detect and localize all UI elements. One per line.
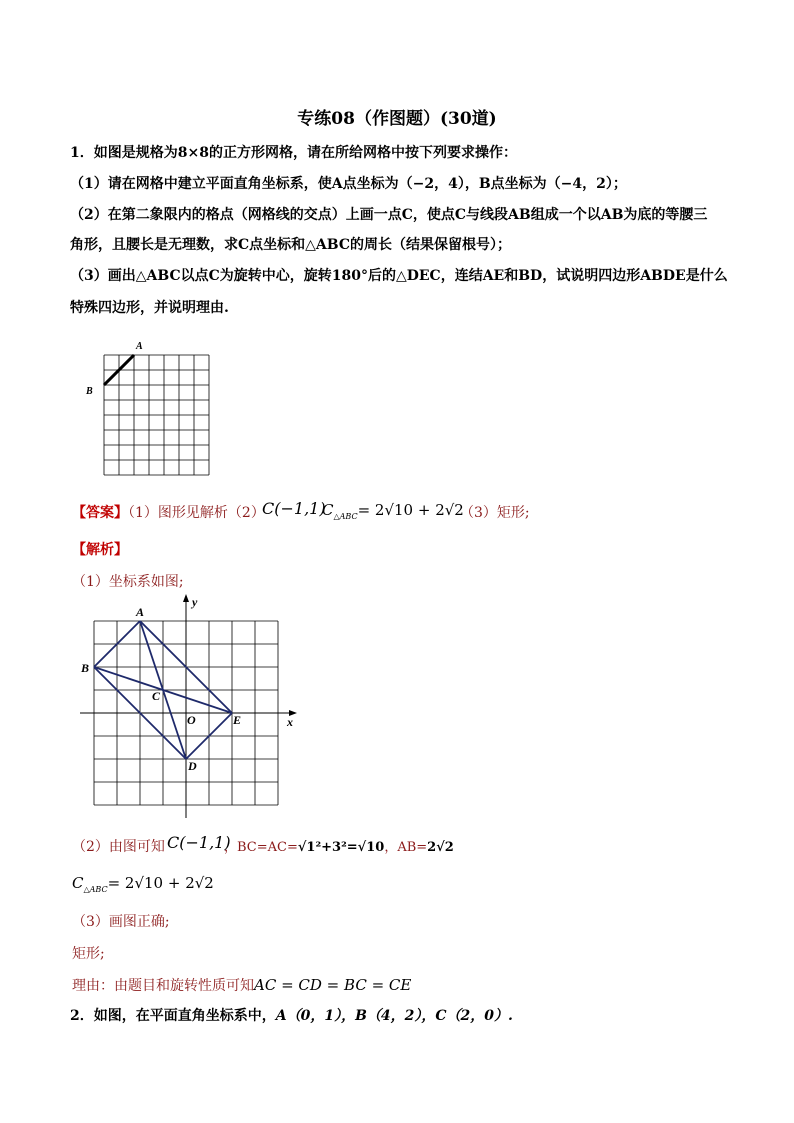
point-d-label: D bbox=[188, 759, 197, 773]
analysis-line3 bbox=[72, 874, 214, 894]
analysis-line6 bbox=[72, 975, 411, 995]
q1-part2a: （2）在第二象限内的格点（网格线的交点）上画一点C，使点C与线段AB组成一个以AB为底的等腰三 bbox=[70, 207, 708, 223]
analysis-line2-point: C(−1,1) bbox=[167, 833, 231, 852]
origin-label: O bbox=[187, 713, 196, 727]
answer-perimeter-sub: △ABC bbox=[333, 512, 358, 521]
answer-perimeter bbox=[322, 501, 464, 521]
analysis-line4: （3）画图正确; bbox=[72, 914, 170, 930]
answer-perimeter-label: C bbox=[322, 501, 334, 519]
q2-stem-pre: 2．如图，在平面直角坐标系中， bbox=[70, 1008, 276, 1024]
q1-part3b: 特殊四边形，并说明理由. bbox=[70, 300, 229, 316]
analysis-coordinate-figure bbox=[75, 590, 305, 818]
answer-line bbox=[72, 502, 265, 522]
q1-part2b: 角形，且腰长是无理数，求C点坐标和△ABC的周长（结果保留根号）； bbox=[70, 237, 512, 253]
analysis-line2-pre: （2）由图可知 bbox=[72, 839, 165, 855]
analysis-line2-ab: ，AB= bbox=[384, 840, 428, 855]
analysis-line3-label: C bbox=[72, 874, 84, 892]
analysis-line2-mid: ，BC=AC= bbox=[224, 840, 298, 855]
q2-stem bbox=[70, 1006, 513, 1026]
analysis-line6-math: AC = CD = BC = CE bbox=[254, 976, 412, 994]
answer-perimeter-value: = 2√10 + 2√2 bbox=[357, 501, 464, 519]
analysis-line2-rest bbox=[224, 836, 454, 855]
point-e-label: E bbox=[233, 713, 242, 727]
label-b: B bbox=[86, 386, 93, 397]
point-c-label: C bbox=[152, 689, 161, 703]
answer-part1: （1）图形见解析（2） bbox=[128, 505, 265, 521]
q2-stem-math: A（0，1），B（4，2），C（2，0）. bbox=[275, 1008, 513, 1024]
answer-part3: （3）矩形; bbox=[460, 505, 530, 521]
label-a: A bbox=[136, 341, 143, 352]
analysis-line2 bbox=[72, 836, 165, 856]
point-b-label: B bbox=[81, 661, 90, 675]
q1-part1: （1）请在网格中建立平面直角坐标系，使A点坐标为（−2，4），B点坐标为（−4，2）； bbox=[70, 176, 627, 192]
answer-c-point: C(−1,1) bbox=[262, 499, 326, 518]
point-a-label: A bbox=[136, 605, 145, 619]
analysis-line3-value: = 2√10 + 2√2 bbox=[107, 874, 214, 892]
q1-part3a: （3）画出△ABC以点C为旋转中心，旋转180°后的△DEC，连结AE和BD，试说明四边形ABDE是什么 bbox=[70, 268, 728, 284]
x-axis-label: x bbox=[287, 715, 293, 729]
analysis-line3-sub: △ABC bbox=[83, 885, 108, 894]
answer-tag: 【答案】 bbox=[72, 505, 128, 521]
q1-stem: 1．如图是规格为8×8的正方形网格，请在所给网格中按下列要求操作： bbox=[70, 145, 517, 161]
analysis-line1: （1）坐标系如图; bbox=[72, 574, 184, 590]
page-title: 专练08（作图题）(30道) bbox=[297, 109, 497, 129]
analysis-tag: 【解析】 bbox=[72, 542, 128, 558]
analysis-line6-pre: 理由：由题目和旋转性质可知 bbox=[72, 978, 254, 994]
analysis-line5: 矩形; bbox=[72, 946, 105, 962]
analysis-line2-root: √1²+3²=√10 bbox=[297, 840, 385, 855]
analysis-line2-ab-value: 2√2 bbox=[427, 840, 454, 855]
y-axis-arrow-icon bbox=[183, 594, 189, 602]
y-axis-label: y bbox=[192, 595, 198, 609]
q1-grid-figure bbox=[80, 335, 220, 480]
